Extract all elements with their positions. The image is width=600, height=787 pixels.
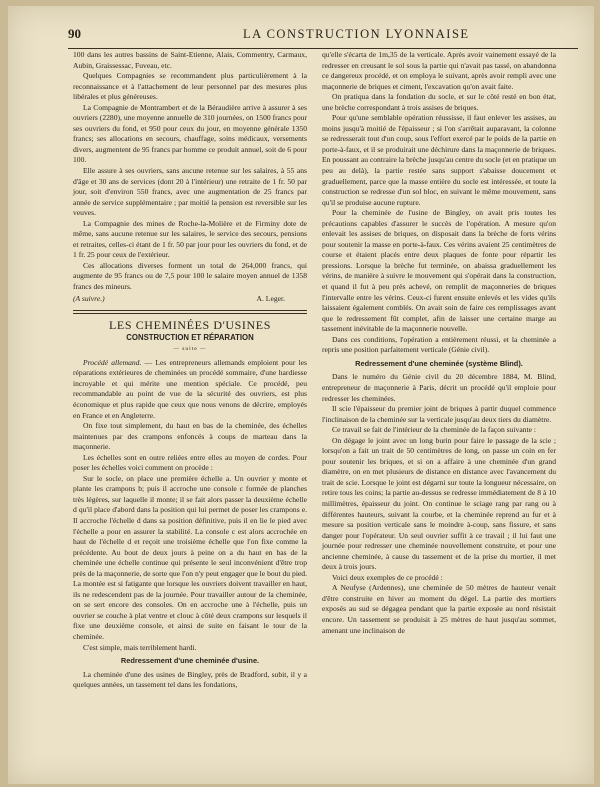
running-title: LA CONSTRUCTION LYONNAISE <box>243 27 470 41</box>
article-subtitle: CONSTRUCTION ET RÉPARATION <box>126 332 254 342</box>
left-column <box>73 50 307 691</box>
to-be-continued: (A suivre.) <box>73 293 105 303</box>
paragraph: Ces allocations diverses forment un total de 264,000 francs, qui augmente de 95 francs ou de 7,5 pour 100 le salaire moyen annuel de 1358 francs des mineurs. <box>73 260 307 292</box>
paragraph: Dans le numéro du Génie civil du 20 décembre 1884, M. Blind, entrepreneur de maçonnerie à Paris, décrit un procédé qu'il emploie pour redresser les cheminées. <box>322 372 556 403</box>
article-suite: — suite — <box>173 346 207 353</box>
divider <box>73 310 307 311</box>
section-heading: Redressement d'une cheminée (système Blind). <box>355 358 523 368</box>
article-title: LES CHEMINÉES D'USINES <box>108 318 272 333</box>
paragraph: On fixe tout simplement, du haut en bas de la cheminée, des échelles maintenues par des crampons enfoncés à coups de marteau dans la maçonnerie. <box>73 421 307 452</box>
paragraph: La Compagnie des mines de Roche-la-Molière et de Firminy dote de même, sans aucune retenue sur les salaires, le service des secours, pensions et retraites, celles-ci étant de 1 fr. 50 par jour pour les ouvriers du fond, et de 1 fr. 25 pour ceux de l'extérieur. <box>73 218 307 260</box>
paragraph: On dégage le joint avec un long burin pour faire le passage de la scie ; lorsqu'on a fait un trait de 50 centimètres de long, on passe un coin en fer pour soutenir les briques, et si on a affaire à une cheminée d'un grand diamètre, on en met plusieurs de distance en distance avec l'avancement du trait de scie. Lorsque le joint est dégarni sur toute la longueur nécessaire, on retire tous les coins; la partie au-dessus se redresse immédiatement de 8 à 10 millimètres, épaisseur du joint. On continue le sciage rang par rang ou à différentes hauteurs, suivant la courbe, et la cheminée reprend au fur et à mesure sa position verticale sans le moindre à-coup, sans fissure, et sans danger pour l'opérateur. Un seul ouvrier suffit à ce travail ; il lui faut une journée pour redresser une cheminée nouvellement construite, et pour une ancienne cheminée, à cause du tassement et de la prise du mortier, il met deux à trois jours. <box>322 435 556 572</box>
right-column <box>322 50 556 636</box>
paragraph: Voici deux exemples de ce procédé : <box>332 572 443 582</box>
paragraph: Quelques Compagnies se recommandent plus particulièrement à la reconnaissance et à l'attachement de leur personnel par des mesures plus libérales et plus généreuses. <box>73 71 307 102</box>
paragraph: A Neufyse (Ardennes), une cheminée de 50 mètres de hauteur venait d'être construite en hiver au moment du dégel. La partie des mortiers exposés au sud se dégagea pendant que la partie exposée au nord résistait encore. Un tassement se produisit à 25 mètres de haut jusqu'au sommet, amenant une inclinaison de <box>322 583 556 635</box>
divider <box>73 313 307 314</box>
paragraph: Ce travail se fait de l'intérieur de la cheminée de la façon suivante : <box>332 425 536 435</box>
paragraph: 100 dans les autres bassins de Saint-Etienne, Alais, Commentry, Carmaux, Aubin, Graissessac, Fuveau, etc. <box>73 50 307 70</box>
paragraph: Il scie l'épaisseur du premier joint de briques à partir duquel commence l'inclinaison de la cheminée sur la verticale jusqu'au deux tiers du diamètre. <box>322 404 556 424</box>
page-header <box>68 26 578 49</box>
section-heading: Redressement d'une cheminée d'usine. <box>120 656 260 666</box>
paragraph: Elle assure à ses ouvriers, sans aucune retenue sur les salaires, à 55 ans d'âge et 30 ans de services (dont 20 à l'intérieur) une retraite de 1 fr. 50 par jour, soit d'environ 550 francs, avec une augmentation de 25 francs par année de service supplémentaire ; par moitié la pension est reversible sur les veuves. <box>73 166 307 218</box>
lead-label: Procédé allemand. <box>83 357 142 367</box>
paragraph: qu'elle s'écarta de 1m,35 de la verticale. Après avoir vainement essayé de la redresser en creusant le sol sous la partie qui n'avait pas tassé, on abandonna ce dangereux procédé, et on employa le suivant, après avoir rempli avec une maçonnerie de briques et ciment, l'excavation qu'on avait faite. <box>322 50 556 91</box>
paragraph: La Compagnie de Montrambert et de la Béraudière arrive à assurer à ses ouvriers (2280), une moyenne annuelle de 310 journées, on 1500 francs pour ses ouvriers du fond, et 950 pour ceux du jour, en moyenne générale 1350 francs; ses allocations en secours, chauffage, soins médicaux, versements divers, augmentent de 95 francs par homme ce produit annuel, soit de 6 pour 100. <box>73 102 307 165</box>
paragraph: Pour la cheminée de l'usine de Bingley, on avait pris toutes les précautions capables d'assurer le succès de l'opération. A mesure qu'on enlevait les assises de briques, on disposait dans la brèche de forts vérins pour soutenir la masse en porte-à-faux. Ces vérins avaient 25 centimètres de course et étaient placés entre deux plaques de fonte pour répartir les pressions. Lorsque la brèche fut terminée, on abaissa graduellement les vérins, de manière à suivre le mouvement qui s'opérait dans la construction, et quand il fut à peu près achevé, on remplit de maçonneries de briques l'intervalle entre les vérins. Ceux-ci furent ensuite enlevés et les vides qu'ils laissaient également comblés. On avait soin de faire ces remplissages avant que le redressement fût complet, afin de laisser une certaine marge au tassement inévitable de la maçonnerie nouvelle. <box>322 208 556 334</box>
paragraph: On pratiqua dans la fondation du socle, et sur le côté resté en bon état, une brèche correspondant à trois assises de briques. <box>322 92 556 112</box>
author-name: A. Leger. <box>256 293 285 303</box>
paragraph: C'est simple, mais terriblement hardi. <box>83 642 197 652</box>
paragraph: Sur le socle, on place une première échelle a. Un ouvrier y monte et plante les crampons b; puis il accroche une console c formée de planches très légères, sur laquelle il monte; il se fait alors passer la deuxième échelle d qu'il place d'abord dans la position qui lui permet de poser les crampons e. Il accroche l'échelle d dans sa position définitive, puis il en lie le pied avec l'échelle a pour en assurer la stabilité. La console c est alors accrochée en haut de l'échelle d et reçoit une troisième échelle que l'on fixe comme la précédente. Au bout de deux jours à peine on a du haut en bas de la cheminée une échelle continue qui présente le seul inconvénient d'être trop près de la maçonnerie, de sorte que l'on n'y peut engager que le bout du pied. La montée est si fatigante que lorsque les ouvriers doivent travailler en haut, ils ne redescendent pas de la journée. Pour travailler autour de la cheminée, on se sert encore des consoles. On en accroche une à l'échelle, puis un ouvrier se couche à plat ventre et clouc à côté deux crampons sur lesquels il fixe une deuxième console, et ainsi de suite en faisant le tour de la cheminée. <box>73 473 307 641</box>
paragraph: Pour qu'une semblable opération réussisse, il faut enlever les assises, au moins jusqu'à moitié de l'épaisseur ; si l'on s'arrêtait auparavant, la colonne se redresserait tout d'un coup, sous l'effort exercé par le poids de la partie en porte-à-faux, et il se produirait une déchirure dans la maçonnerie de briques. En poussant au contraire la brèche jusqu'au centre du socle (et en pratique un peu au delà), la partie restée sans support s'abaisse doucement et graduellement, parce que la masse entière du socle est intéressée, et toute la construction se redresse d'un sol bloc, en suivant le même mouvement, sans qu'il se produise aucune rupture. <box>322 113 556 207</box>
paragraph: Dans ces conditions, l'opération a entièrement réussi, et la cheminée a repris une position parfaitement verticale (Génie civil). <box>322 334 556 355</box>
page-number: 90 <box>68 26 81 41</box>
signature-line <box>73 294 307 305</box>
paragraph: La cheminée d'une des usines de Bingley, près de Bradford, subit, il y a quelques années, un tassement tel dans les fondations, <box>73 669 307 690</box>
paragraph: Procédé allemand. — Les entrepreneurs allemands emploient pour les réparations extérieures de cheminées un procédé sommaire, d'une hardiesse incroyable et qui mérite une mention spéciale. Ce procédé, peu recommandable au point de vue de la sécurité des ouvriers, est plus économique et plus rapide que ceux que nous venons de décrire, employés en France et en Angleterre. <box>73 357 308 420</box>
paragraph: Les échelles sont en outre reliées entre elles au moyen de cordes. Pour poser les échelles voici comment on procède : <box>73 452 307 473</box>
